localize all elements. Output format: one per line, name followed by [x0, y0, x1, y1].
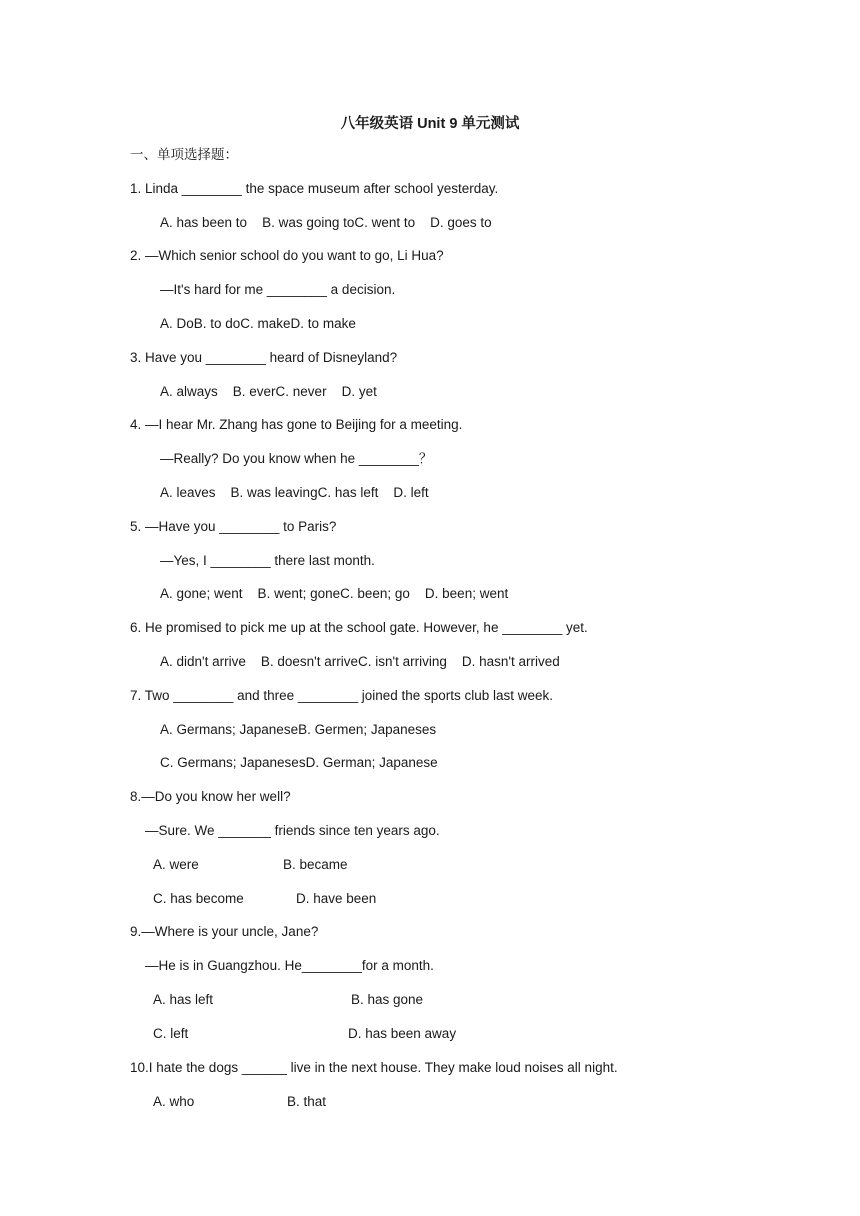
question-9-stem: 9.—Where is your uncle, Jane? [130, 924, 319, 939]
question-3-stem: 3. Have you ________ heard of Disneyland? [130, 350, 398, 365]
question-6-options: A. didn't arrive B. doesn't arriveC. isn't arriving D. hasn't arrived [160, 654, 560, 669]
page-title: 八年级英语 Unit 9 单元测试 [340, 116, 520, 132]
question-8-option-d: D. have been [296, 891, 377, 906]
question-10-option-b: B. that [287, 1094, 327, 1109]
question-6-stem: 6. He promised to pick me up at the school gate. However, he ________ yet. [130, 620, 588, 635]
question-9-line2: —He is in Guangzhou. He________for a month. [145, 958, 434, 973]
question-10-stem: 10.I hate the dogs ______ live in the next house. They make loud noises all night. [130, 1060, 618, 1075]
question-5-line2: —Yes, I ________ there last month. [160, 553, 375, 568]
question-7-options-1: A. Germans; JapaneseB. Germen; Japaneses [160, 722, 437, 737]
question-9-option-a: A. has left [153, 992, 214, 1007]
question-1-stem: 1. Linda ________ the space museum after school yesterday. [130, 181, 499, 196]
question-8-option-c: C. has become [153, 891, 244, 906]
question-2-line2: —It's hard for me ________ a decision. [160, 282, 396, 297]
question-9-option-b: B. has gone [351, 992, 424, 1007]
question-9-option-d: D. has been away [348, 1026, 457, 1041]
question-2-options: A. DoB. to doC. makeD. to make [160, 316, 356, 331]
question-7-stem: 7. Two ________ and three ________ joined the sports club last week. [130, 688, 554, 703]
question-4-options: A. leaves B. was leavingC. has left D. left [160, 485, 429, 500]
question-3-options: A. always B. everC. never D. yet [160, 384, 377, 399]
question-7-options-2: C. Germans; JapanesesD. German; Japanese [160, 755, 438, 770]
question-5-options: A. gone; went B. went; goneC. been; go D. been; went [160, 586, 509, 601]
question-8-option-a: A. were [153, 857, 199, 872]
question-4-stem: 4. —I hear Mr. Zhang has gone to Beijing for a meeting. [130, 417, 463, 432]
question-5-stem: 5. —Have you ________ to Paris? [130, 519, 337, 534]
question-10-option-a: A. who [153, 1094, 195, 1109]
question-1-options: A. has been to B. was going toC. went to D. goes to [160, 215, 492, 230]
section-heading: 一、单项选择题： [130, 147, 238, 162]
question-8-line2: —Sure. We _______ friends since ten years ago. [145, 823, 440, 838]
question-8-option-b: B. became [283, 857, 348, 872]
question-9-option-c: C. left [153, 1026, 189, 1041]
question-4-line2: —Really? Do you know when he ________？ [160, 451, 433, 466]
question-2-stem: 2. —Which senior school do you want to go, Li Hua? [130, 248, 444, 263]
question-8-stem: 8.—Do you know her well? [130, 789, 291, 804]
